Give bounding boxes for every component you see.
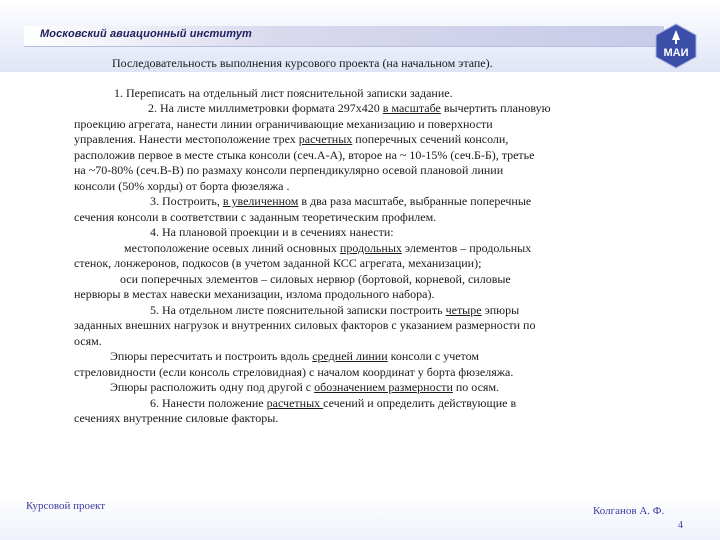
step-2-line: управления. Нанести местоположение трех расчетных поперечных сечений консоли, <box>74 132 509 146</box>
svg-text:МАИ: МАИ <box>663 47 689 59</box>
plot-note-line: стреловидности (если консоль стреловидная) с началом координат у борта фюзеляжа. <box>74 364 514 379</box>
step-2-line: расположив первое в месте стыка консоли (сеч.А-А), второе на ~ 10-15% (сеч.Б-Б), третье <box>74 147 535 162</box>
step-2-line: 2. На листе миллиметровки формата 297х420 в масштабе вычертить плановую <box>148 101 551 115</box>
plot-note-line: Эпюры расположить одну под другой с обозначением размерности по осям. <box>110 380 500 394</box>
footer-author: Колганов А. Ф. <box>593 505 665 517</box>
footer-course-project: Курсовой проект <box>26 500 106 512</box>
mai-logo-icon <box>652 22 700 70</box>
step-5-line: заданных внешних нагрузок и внутренних силовых факторов с указанием размерности по <box>74 318 536 332</box>
step-1: 1. Переписать на отдельный лист пояснительной записки задание. <box>114 85 453 100</box>
step-2-line: консоли (50% хорды) от борта фюзеляжа . <box>74 178 290 193</box>
doc-title: Последовательность выполнения курсового проекта (на начальном этапе). <box>112 56 493 70</box>
step-6-line: 6. Нанести положение расчетных сечений и определить действующие в <box>150 395 517 410</box>
step-5-line: осям. <box>74 333 102 348</box>
step-4-line: нервюры в местах навески механизации, излома продольного набора). <box>74 287 435 301</box>
step-4-line: 4. На плановой проекции и в сечениях нанести: <box>150 225 394 239</box>
step-4-line: стенок, лонжеронов, подкосов (в учетом заданной КСС агрегата, механизации); <box>74 256 482 270</box>
doc-body <box>74 56 634 427</box>
step-6-line: сечениях внутренние силовые факторы. <box>74 411 279 425</box>
step-4-line: оси поперечных элементов – силовых нервюр (бортовой, корневой, силовые <box>120 271 511 286</box>
step-3-line: сечения консоли в соответствии с заданным теоретическим профилем. <box>74 209 437 224</box>
page-number: 4 <box>678 520 683 531</box>
step-2-line: проекцию агрегата, нанести линии ограничивающие механизацию и поверхности <box>74 116 493 131</box>
step-5-line: 5. На отдельном листе пояснительной записки построить четыре эпюры <box>150 302 520 317</box>
institute-name: Московский авиационный институт <box>40 28 252 40</box>
plot-note-line: Эпюры пересчитать и построить вдоль средней линии консоли с учетом <box>110 349 479 363</box>
step-4-line: местоположение осевых линий основных продольных элементов – продольных <box>124 240 532 255</box>
slide-footer-band <box>0 496 720 540</box>
step-2-line: на ~70-80% (сеч.В-В) по размаху консоли перпендикулярно осевой плановой линии <box>74 163 504 177</box>
step-3-line: 3. Построить, в увеличенном в два раза масштабе, выбранные поперечные <box>150 194 532 208</box>
